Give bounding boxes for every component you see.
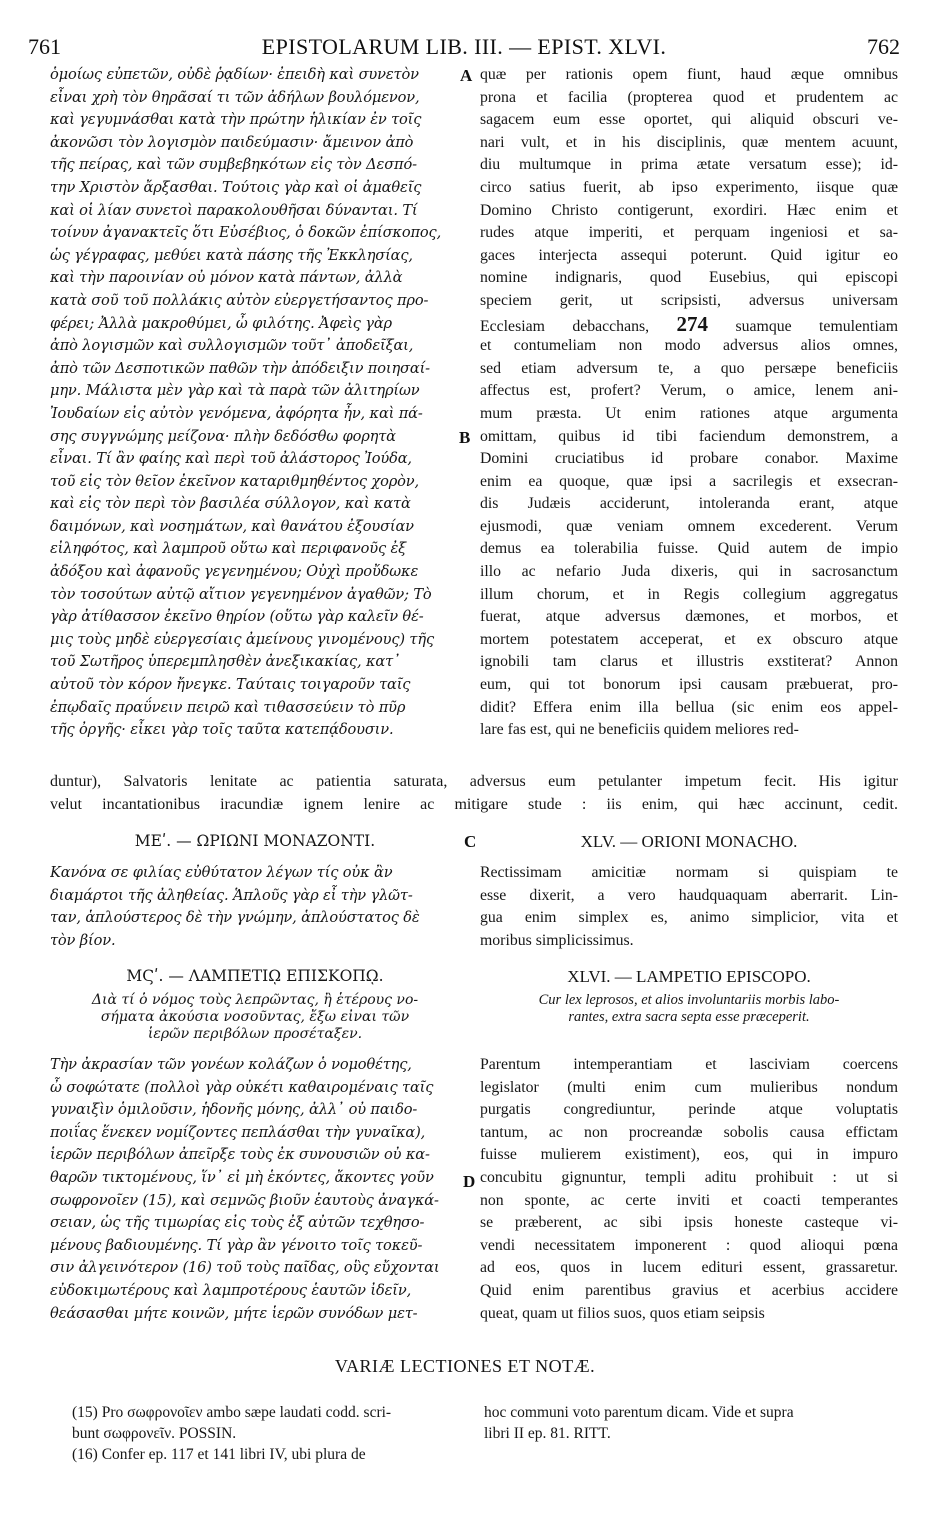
greek-text-line: ἀδόξου καὶ ἀφανοῦς γεγενημένου; Οὐχὶ προὔδωκε xyxy=(50,563,419,581)
greek-text-line: σειαν, ὡς τῆς τιμωρίας εἰς τοὺς ἐξ αὐτῶν τεχθησο- xyxy=(50,1214,425,1232)
latin-text-line: se præberent, ac sibi ipsis honeste casteque vi- xyxy=(480,1214,898,1232)
latin-text-line: speciem gerit, ut scripsisti, adversus universam xyxy=(480,291,898,309)
page-header xyxy=(28,34,900,64)
latin-text-line: rudes atque imperiti, et perquam ingeniosi et sa- xyxy=(480,224,898,242)
notes-heading: VARIÆ LECTIONES ET NOTÆ. xyxy=(334,1356,596,1376)
greek-text-line: εὐδοκιμωτέρους καὶ λαμπροτέρους ἑαυτῶν ἰδεῖν, xyxy=(50,1281,412,1299)
latin-text-line: illo ac nefario Juda dixeris, qui in sacrosanctum xyxy=(480,563,898,581)
latin-text-line: ejusmodi, quæ veniam omnem excederent. Verum xyxy=(480,517,898,535)
latin-text-line: sed etiam adversum te, a quo persæpe beneficiis xyxy=(480,359,898,377)
latin-letter-title-45: XLV. — ORIONI MONACHO. xyxy=(580,832,798,851)
greek-argument-line: Διὰ τί ὁ νόμος τοὺς λεπρῶντας, ἢ ἑτέρους νο- xyxy=(91,992,419,1008)
latin-text-line: affectus est, profert? Verum, o amice, lenem ani- xyxy=(480,382,898,400)
latin-text-line: dis Judæis acciderunt, intoleranda erant, atque xyxy=(480,495,898,513)
note-line: hoc communi voto parentum dicam. Vide et supra xyxy=(484,1404,794,1421)
latin-text-line: gaces interjecta assequi poterunt. Quid igitur eo xyxy=(480,246,898,264)
latin-text-line: nari vult, et in his disciplinis, quæ mentem acuunt, xyxy=(480,133,898,151)
greek-text-line: τὸν βίον. xyxy=(50,931,116,949)
greek-text-line: καὶ οἱ λίαν συνετοὶ παρακολουθῆσαι δύνανται. Τί xyxy=(50,201,418,219)
greek-text-line: καὶ εἰς τὸν περὶ τὸν βασιλέα σύλλογον, καὶ κατὰ xyxy=(50,495,411,513)
latin-text-line: omittam, quibus id tibi faciendum demonstrem, a xyxy=(480,427,898,445)
latin-text-line: mortem potestatem acceperat, et ex obscuro atque xyxy=(480,630,898,648)
greek-text-line: ἐπῳδαῖς πραΰνειν πειρῶ καὶ τιθασσεύειν τὸ πῦρ xyxy=(50,698,406,716)
greek-text-line: Ἰουδαίων εἰς αὐτὸν γενόμενα, ἀφόρητα ἦν, καὶ πά- xyxy=(50,404,423,422)
margin-marker-d: D xyxy=(463,1172,476,1191)
column-number-274: 274 xyxy=(676,311,709,336)
greek-text-line: δαιμόνων, καὶ νοσημάτων, καὶ θανάτου ἐξουσίαν xyxy=(50,517,414,535)
latin-text-line: lare fas est, qui ne beneficiis quidem meliores red- xyxy=(480,721,799,739)
greek-text-line: ὡς γέγραφας, μεθύει κατὰ πάσης τῆς Ἐκκλησίας, xyxy=(50,246,413,264)
latin-letter-45-text xyxy=(480,862,898,952)
greek-text-line: τὸν τοσούτων αὐτῷ αἴτιον γεγενημένον ἀγαθῶν; Τὸ xyxy=(50,585,432,603)
latin-text-line: sagacem eum esse oportet, qui aliquid obscuri ve- xyxy=(480,111,898,129)
greek-text-line: φέρει; Ἀλλὰ μακροθύμει, ὦ φιλότης. Ἀφεὶς γὰρ xyxy=(50,314,392,332)
latin-letter-46-text xyxy=(480,1054,898,1325)
greek-text-line: ἀπὸ λογισμῶν καὶ συλλογισμῶν τοῦτ᾽ ἀποδεῖξαι, xyxy=(50,337,414,355)
note-line: bunt σωφρονεῖν. POSSIN. xyxy=(72,1425,237,1442)
full-width-lines xyxy=(50,770,898,816)
page-number-right: 762 xyxy=(867,34,900,59)
latin-text-line: Quid enim parentibus gravius et acerbius accidere xyxy=(480,1281,898,1299)
greek-text-line: σωφρονοῖεν (15), καὶ σεμνῶς βιοῦν ἑαυτοὺς ἀναγκά- xyxy=(50,1191,439,1209)
greek-argument-line: σήματα ἀκούσια νοσοῦντας, ἔξω εἶναι τῶν xyxy=(100,1009,410,1025)
greek-text-line: τῆς πείρας, καὶ τῶν συμβεβηκότων εἰς τὸν Δεσπό- xyxy=(50,156,417,174)
greek-column-top xyxy=(50,64,460,742)
greek-text-line: γυναιξὶν ὁμιλοῦσιν, ἡδονῆς μόνης, ἀλλ᾽ οὐ παιδο- xyxy=(50,1101,418,1119)
greek-text-line: θαρῶν τικτομένους, ἵν᾽ εἰ μὴ ἑκόντες, ἄκοντες γοῦν xyxy=(50,1168,434,1186)
latin-text-line: Rectissimam amicitiæ normam si quispiam te xyxy=(480,864,898,881)
latin-line-text-rest: suamque temulentiam xyxy=(735,317,899,335)
latin-text-line: enim ea quoque, quæ ipsi a sacrilegis et exsecran- xyxy=(480,472,898,490)
latin-text-line: prona et facilia (propterea quod et prudentem ac xyxy=(480,88,898,106)
latin-text-line: fuerat, atque adversus dæmones, et morbos, et xyxy=(480,608,898,626)
greek-text-line: καὶ τὴν παροινίαν οὐ μόνον κατὰ πάντων, ἀλλὰ xyxy=(50,269,403,287)
latin-text-line: moribus simplicissimus. xyxy=(480,931,634,949)
running-title: EPISTOLARUM LIB. III. — EPIST. XLVI. xyxy=(261,34,667,59)
greek-text-line: Κανόνα σε φιλίας εὐθύτατον λέγων τίς οὐκ ἂν xyxy=(50,864,393,881)
greek-text-line: τοῦ Σωτῆρος ὑπερεμπλησθὲν ἀνεξικακίας, κατ᾽ xyxy=(50,653,401,671)
latin-text-line: illum chorum, et in Regis collegium aggregatus xyxy=(480,585,898,603)
latin-column-top xyxy=(480,64,898,742)
greek-text-line: ἱερῶν περιβόλων ἀπεῖρξε τοὺς ἐκ συνουσιῶν οὐ κα- xyxy=(50,1146,430,1164)
greek-argument-line: ἱερῶν περιβόλων προσέταξεν. xyxy=(147,1026,363,1042)
latin-argument-line: rantes, extra sacra septa esse præceperit. xyxy=(568,1009,810,1025)
full-width-text-line: duntur), Salvatoris lenitate ac patientia saturata, adversus eum petulanter impetum fecit. His igitur xyxy=(50,773,898,790)
greek-text-line: καὶ γεγυμνάσθαι κατὰ τὴν πρώτην ἡλικίαν ἐν τοῖς xyxy=(50,111,422,129)
greek-text-line: ταν, ἁπλούστερος δὲ τὴν γνώμην, ἁπλούστατος δὲ xyxy=(50,909,420,927)
greek-text-line: Τὴν ἀκρασίαν τῶν γονέων κολάζων ὁ νομοθέτης, xyxy=(50,1056,412,1073)
greek-text-line: θεάσασθαι μήτε κοινῶν, μήτε ἱερῶν συνόδων μετ- xyxy=(50,1304,418,1322)
margin-marker-a: A xyxy=(460,66,473,85)
note-line: (15) Pro σωφρονοῖεν ambo sæpe laudati codd. scri- xyxy=(72,1404,392,1421)
full-width-text-line: velut incantationibus iracundiæ ignem lenire ac mitigare stude : iis enim, qui hæc accinunt, cedit. xyxy=(50,796,898,813)
latin-text-line: Parentum intemperantiam et lasciviam coercens xyxy=(480,1056,898,1073)
latin-text-line: quæ per rationis opem fiunt, haud æque omnibus xyxy=(480,66,898,83)
latin-text-line: Domini cruciatibus id probare conabor. Maxime xyxy=(480,450,898,468)
latin-text-line: esse dixerit, a vero haudquaquam aberrarit. Lin- xyxy=(480,886,898,904)
latin-text-line: ad eos, quos in lucem edituri essent, grassaretur. xyxy=(480,1259,898,1277)
margin-marker-b: B xyxy=(459,428,471,447)
greek-text-line: ἀπὸ τῶν Δεσποτικῶν παθῶν τὴν ἀπόδειξιν ποιησαί- xyxy=(50,359,430,377)
greek-text-line: ὦ σοφώτατε (πολλοὶ γὰρ οὐκέτι καθαιρομέναις ταῖς xyxy=(50,1078,434,1096)
latin-text-line: queat, quam ut filios suos, quos etiam seipsis xyxy=(480,1304,765,1322)
page-number-left: 761 xyxy=(28,34,61,59)
greek-text-line: μις τοὺς μηδὲ εὐεργεσίαις ἀμείνους γινομένους) τῆς xyxy=(50,630,434,648)
notes-left-column xyxy=(72,1402,462,1465)
greek-text-line: ὁμοίως εὐπετῶν, οὐδὲ ῥᾳδίων· ἐπειδὴ καὶ συνετὸν xyxy=(50,66,419,83)
greek-letter-title-45: ΜΕʹ. — ΩΡΙΩΝΙ ΜΟΝΑΖΟΝΤΙ. xyxy=(134,832,376,850)
latin-text-line: Domino Christo contigerunt, exordiri. Hæc enim et xyxy=(480,201,898,219)
latin-text-line: demus ea tolerabilia fuisse. Quid autem de impio xyxy=(480,540,898,558)
latin-text-line: ignobili tam clarus et illustris exstiterat? Annon xyxy=(480,653,898,671)
greek-letter-45-text xyxy=(50,862,460,952)
greek-text-line: αὐτοῦ τὸν κόρον ἤνεγκε. Ταύταις τοιγαροῦν ταῖς xyxy=(50,676,411,694)
latin-text-line: concubitu gignuntur, templi aditu prohibuit : ut si xyxy=(480,1168,898,1186)
latin-text-line: et contumeliam non modo adversus alios omnes, xyxy=(480,337,898,355)
greek-text-line: εἰληφότος, καὶ λαμπροῦ οὕτω καὶ περιφανοῦς ἐξ xyxy=(50,540,407,558)
note-line: (16) Confer ep. 117 et 141 libri IV, ubi plura de xyxy=(72,1446,366,1463)
greek-letter-46-text xyxy=(50,1054,460,1325)
latin-text-line: circo satius fuerit, ab ipso experimento, iisque quæ xyxy=(480,178,898,196)
greek-text-line: μένους βαδιουμένης. Τί γὰρ ἂν γένοιτο τοῖς τοκεῦ- xyxy=(50,1236,423,1254)
latin-text-line: mum præsta. Ut enim rationes atque argumenta xyxy=(480,404,898,422)
greek-text-line: σιν ἀλγεινότερον (16) τοῦ τοὺς παῖδας, οὓς εὔχονται xyxy=(50,1259,440,1277)
latin-text-line: tantum, ac non procreandæ sobolis causa effictam xyxy=(480,1123,898,1141)
greek-text-line: ἀκονῶσι τὸν λογισμὸν παιδεύμασιν· ἄμεινον ἀπὸ xyxy=(50,133,414,151)
greek-text-line: την Χριστὸν ἄρξασθαι. Τούτοις γὰρ καὶ οἱ ἀμαθεῖς xyxy=(50,178,422,196)
margin-marker-c: C xyxy=(464,832,477,851)
latin-letter-title-46: XLVI. — LAMPETIO EPISCOPO. xyxy=(567,967,811,986)
latin-text-line: purgatis congrediuntur, perinde atque voluptatis xyxy=(480,1101,898,1119)
latin-text-line: nomine indignaris, quod Eusebius, qui episcopi xyxy=(480,269,898,287)
notes-right-column xyxy=(484,1402,894,1444)
latin-letter-46-argument xyxy=(480,992,898,1026)
greek-text-line: τοίνυν ἀγανακτεῖς ὅτι Εὐσέβιος, ὁ δοκῶν ἐπίσκοπος, xyxy=(50,224,442,242)
greek-text-line: διαμάρτοι τῆς ἀληθείας. Ἁπλοῦς γὰρ εἶ τὴν γλῶτ- xyxy=(50,886,413,904)
greek-letter-46-argument xyxy=(50,992,460,1043)
latin-argument-line: Cur lex leprosos, et alios involuntariis morbis labo- xyxy=(538,992,840,1008)
latin-text-line: non sponte, ac certe inviti et coacti temperantes xyxy=(480,1191,898,1209)
note-line: libri II ep. 81. RITT. xyxy=(484,1425,611,1442)
latin-line-text: Ecclesiam debacchans, xyxy=(480,317,650,335)
greek-text-line: ποιΐας ἕνεκεν νομίζοντες πεπλάσθαι τὴν γυναῖκα), xyxy=(50,1123,426,1141)
greek-text-line: γὰρ ἀτίθασσον ἐκεῖνο θηρίον (οὕτω γὰρ καλεῖν θέ- xyxy=(50,608,424,626)
latin-line-with-column-number xyxy=(480,313,898,336)
greek-text-line: τοῦ εἰς τὸν θεῖον ἐκεῖνον καταριθμηθέντος χορὸν, xyxy=(50,472,420,490)
greek-text-line: εἶναι. Τί ἂν φαίης καὶ περὶ τοῦ ἀλάστορος Ἰούδα, xyxy=(50,450,412,468)
latin-text-line: legislator (multi enim cum mulieribus nondum xyxy=(480,1078,898,1096)
latin-text-line: diu multumque in prima ætate versatum esse); id- xyxy=(480,156,898,174)
greek-text-line: εἶναι χρὴ τὸν θηρᾶσαί τι τῶν ἀδήλων βουλόμενον, xyxy=(50,88,420,106)
latin-text-line: eum, qui tot bonorum ipsi causam præbuerat, pro- xyxy=(480,676,898,694)
latin-text-line: gua enim simplex es, animo simplicior, vita et xyxy=(480,909,898,927)
greek-letter-title-46: ΜϚʹ. — ΛΑΜΠΕΤΙῼ ΕΠΙΣΚΟΠῼ. xyxy=(126,967,384,985)
latin-text-line: didit? Effera enim illa bellua (sic enim eos appel- xyxy=(480,698,898,716)
greek-text-line: μην. Μάλιστα μὲν γὰρ καὶ τὰ παρὰ τῶν ἀλιτηρίων xyxy=(50,382,420,400)
latin-text-line: vendi necessitatem imponerent : quod alioqui pœna xyxy=(480,1236,898,1254)
latin-text-line: fuisse mulierem existiment), eos, qui in impuro xyxy=(480,1146,898,1164)
greek-text-line: κατὰ σοῦ τοῦ πολλάκις αὐτὸν εὐεργετήσαντος προ- xyxy=(50,291,429,309)
greek-text-line: τῆς ὀργῆς· εἶκει γὰρ τοῖς ταῦτα κατεπᾴδουσιν. xyxy=(50,721,394,739)
greek-text-line: σης συγγνώμης μείζονα· πλὴν δεδόσθω φορητὰ xyxy=(50,427,396,445)
